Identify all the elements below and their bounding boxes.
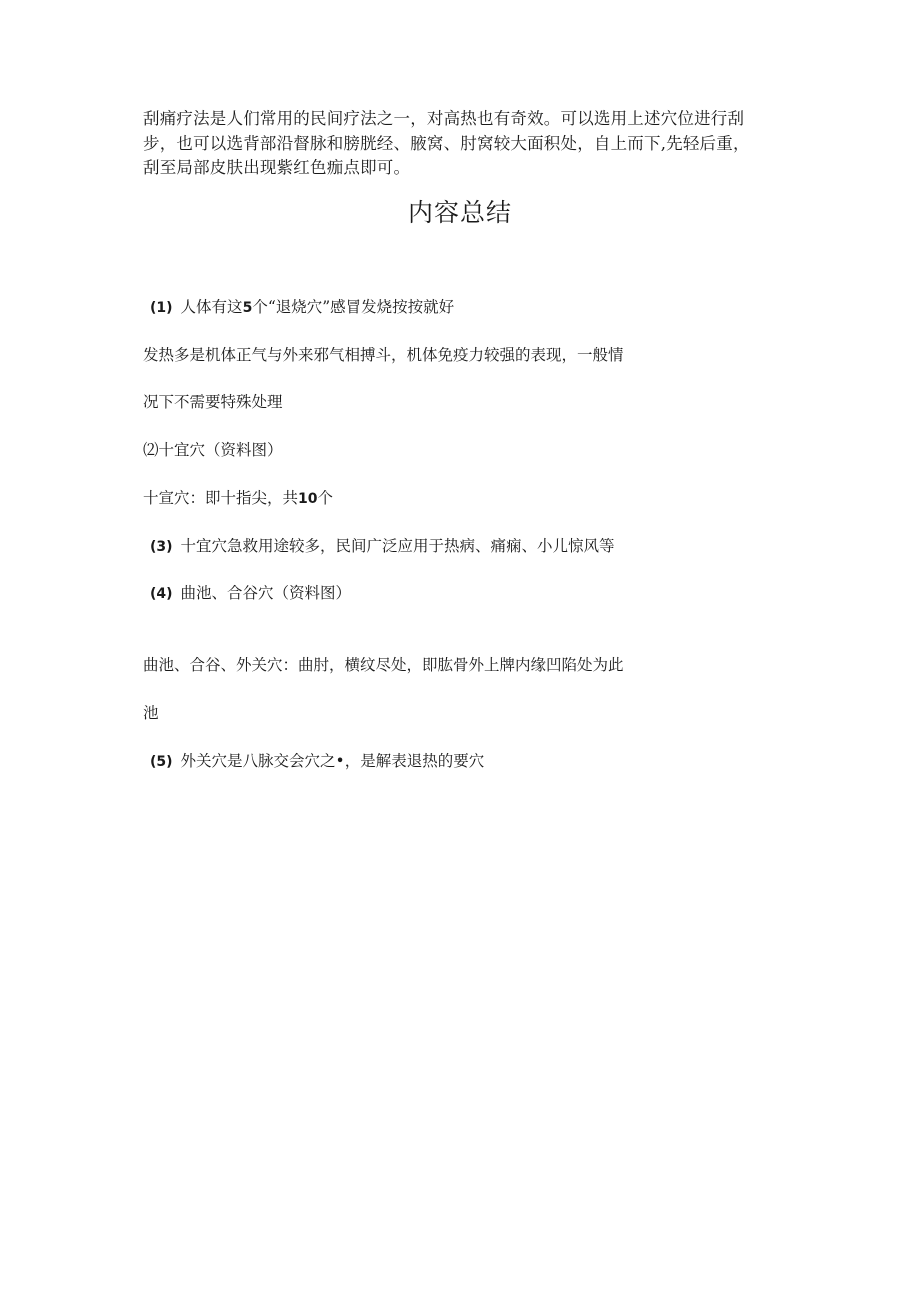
- paragraph-1-line-1: 发热多是机体正气与外来邪气相搏斗，机体免疫力较强的表现，一般情: [143, 346, 624, 364]
- intro-line-3: 刮至局部皮肤出现紫红色痂点即可。: [143, 158, 411, 177]
- list-item-5-text: 外关穴是八脉交会穴之•，是解表退热的要穴: [180, 752, 485, 770]
- paragraph-2-text-a: 十宣穴：即十指尖，共: [143, 489, 299, 507]
- list-item-5-number: (5): [150, 754, 173, 770]
- list-item-3-text: 十宜穴急救用途较多，民间广泛应用于热病、痛痫、小儿惊风等: [180, 537, 615, 555]
- intro-line-1: 刮痛疗法是人们常用的民间疗法之一，对高热也有奇效。可以选用上述穴位进行刮: [143, 109, 745, 128]
- list-item-1: [150, 296, 454, 319]
- paragraph-2: [143, 487, 333, 510]
- list-item-4-number: (4): [150, 586, 173, 602]
- paragraph-1-line-2: 况下不需要特殊处理: [143, 393, 283, 411]
- section-heading: 内容总结: [407, 198, 512, 227]
- list-item-1-count: 5: [242, 300, 253, 316]
- list-item-1-text-b: 个“退烧穴”感冒发烧按按就好: [252, 298, 455, 316]
- list-item-3: [150, 535, 615, 558]
- paragraph-3-line-1: 曲池、合谷、外关穴：曲肘，横纹尽处，即肱骨外上牌内缘凹陷处为此: [143, 656, 624, 674]
- list-item-3-number: (3): [150, 539, 173, 555]
- list-item-1-text-a: 人体有这: [180, 298, 243, 316]
- list-item-1-number: (1): [150, 300, 173, 316]
- paragraph-2-text-b: 个: [317, 489, 334, 507]
- list-item-5: [150, 750, 484, 773]
- list-item-2: ⑵十宜穴（资料图）: [143, 441, 283, 459]
- intro-line-2: 步，也可以选背部沿督脉和膀胱经、腋窝、肘窝较大面积处，自上而下,先轻后重，: [143, 133, 750, 153]
- list-item-4: [150, 582, 351, 605]
- paragraph-2-count: 10: [298, 491, 318, 507]
- intro-paragraph: [143, 107, 775, 181]
- list-item-4-text: 曲池、合谷穴（资料图）: [180, 584, 352, 602]
- paragraph-3-line-2: 池: [143, 704, 159, 722]
